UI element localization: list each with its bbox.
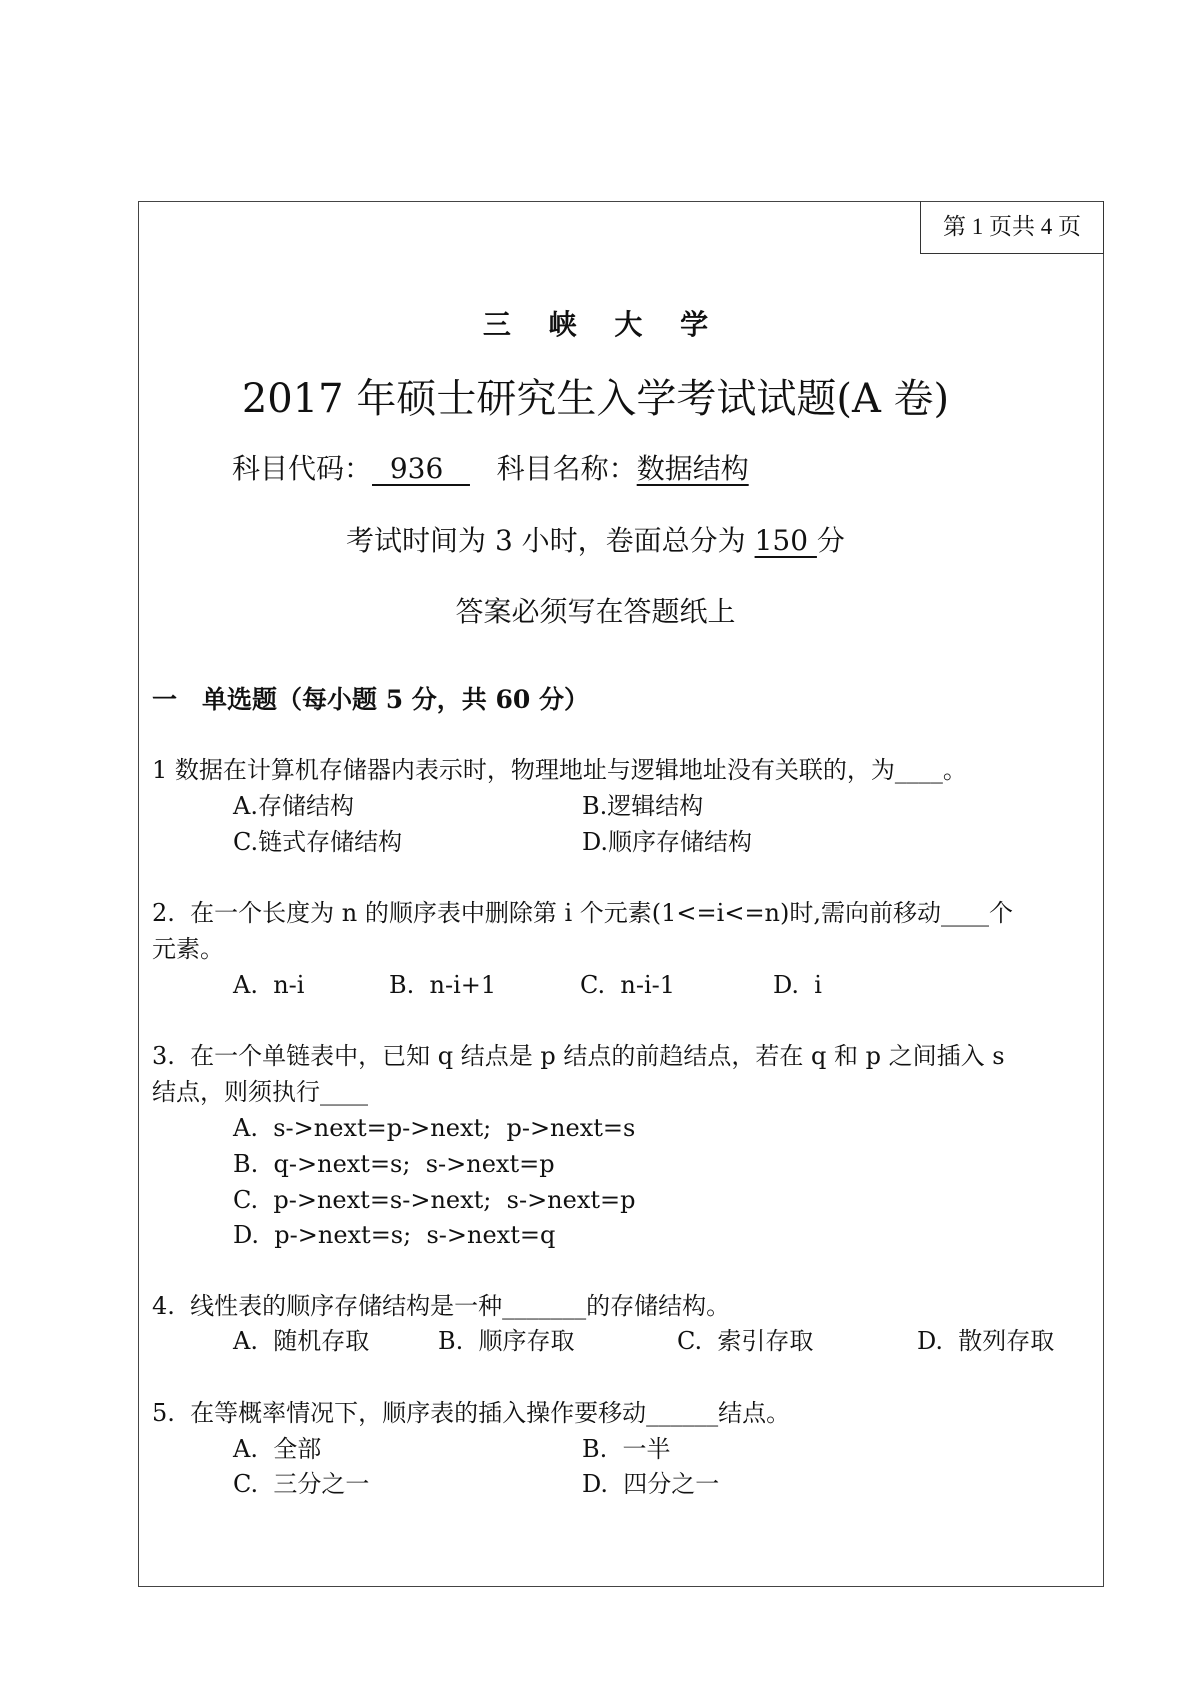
option-d: D. 四分之一 (582, 1470, 720, 1498)
university-name: 三 峡 大 学 (482, 308, 709, 341)
option-c: C. 三分之一 (233, 1470, 370, 1498)
option-b: B.逻辑结构 (582, 792, 704, 820)
option-c: C. p->next=s->next; s->next=p (233, 1186, 636, 1214)
option-d: D. p->next=s; s->next=q (233, 1221, 556, 1249)
option-b: B. q->next=s; s->next=p (233, 1150, 555, 1178)
subject-name: 数据结构 (636, 452, 749, 485)
duration-text: 考试时间为 3 小时，卷面总分为 (346, 524, 755, 557)
answer-notice: 答案必须写在答题纸上 (455, 595, 736, 628)
total-score: 150 (754, 524, 817, 557)
duration-line (0, 524, 1191, 558)
option-b: B. 一半 (582, 1435, 671, 1463)
option-c: C. n-i-1 (580, 971, 676, 999)
option-a: A. s->next=p->next; p->next=s (233, 1114, 636, 1142)
subject-line (232, 452, 749, 486)
option-a: A. n-i (233, 971, 305, 999)
option-c: C. 索引存取 (677, 1327, 814, 1355)
option-b: B. n-i+1 (389, 971, 497, 999)
option-a: A.存储结构 (233, 792, 354, 820)
section-title: 一 单选题（每小题 5 分，共 60 分） (152, 685, 590, 714)
subject-name-label: 科目名称： (496, 452, 637, 485)
exam-title: 2017 年硕士研究生入学考试试题(A 卷) (241, 376, 950, 422)
page-number-box: 第 1 页共 4 页 (920, 201, 1104, 254)
subject-code-label: 科目代码： (232, 452, 373, 485)
option-b: B. 顺序存取 (438, 1327, 575, 1355)
question-stem-cont: 元素。 (152, 935, 224, 963)
option-a: A. 全部 (233, 1435, 322, 1463)
question-stem: 2. 在一个长度为 n 的顺序表中删除第 i 个元素(1<=i<=n)时,需向前移动____个 (152, 899, 1013, 927)
question-stem: 1 数据在计算机存储器内表示时，物理地址与逻辑地址没有关联的，为____。 (152, 756, 967, 784)
question-stem: 5. 在等概率情况下，顺序表的插入操作要移动______结点。 (152, 1399, 791, 1427)
option-d: D. i (773, 971, 822, 999)
option-d: D.顺序存储结构 (582, 828, 753, 856)
question-stem-cont: 结点，则须执行____ (152, 1078, 368, 1106)
option-a: A. 随机存取 (233, 1327, 370, 1355)
question-stem: 3. 在一个单链表中，已知 q 结点是 p 结点的前趋结点，若在 q 和 p 之间插入 s (152, 1042, 1005, 1070)
score-unit: 分 (816, 524, 845, 557)
question-stem: 4. 线性表的顺序存储结构是一种_______的存储结构。 (152, 1292, 731, 1320)
option-c: C.链式存储结构 (233, 828, 403, 856)
option-d: D. 散列存取 (917, 1327, 1055, 1355)
subject-code: 936 (372, 452, 470, 485)
